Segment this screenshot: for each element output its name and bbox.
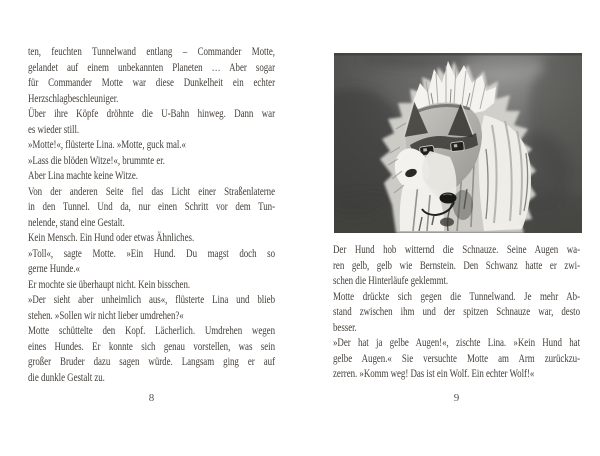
text-line: Aber Lina machte keine Witze. <box>28 170 138 182</box>
text-line: nelende, stand eine Gestalt. <box>28 216 125 229</box>
text-line: stand zwischen ihm und der spitzen Schnauze war, desto <box>333 306 581 318</box>
text-line: Von der anderen Seite fiel das Licht einer Straßenlaterne <box>28 185 276 198</box>
text-line: »Motte!«, flüsterte Lina. »Motte, guck mal.« <box>28 139 186 151</box>
text-line: Motte schüttelte den Kopf. Lächerlich. Umdrehen wegen <box>28 325 276 337</box>
text-line: großer Bruder dazu sagen würde. Langsam ging er auf <box>28 356 276 368</box>
text-line: ren gelb, gelb wie Bernstein. Den Schwanz hatte er zwi- <box>333 259 581 272</box>
text-line: »Toll«, sagte Motte. »Ein Hund. Du magst doch so <box>28 247 276 260</box>
text-line: gerne Hunde.« <box>28 263 80 275</box>
wolf-illustration-svg <box>334 53 582 233</box>
text-line: die dunkle Gestalt zu. <box>28 371 105 384</box>
right-page-text <box>333 243 580 383</box>
text-line: ten, feuchten Tunnelwand entlang – Commander Motte, <box>28 46 276 58</box>
text-line: Herzschlagbeschleuniger. <box>28 92 119 105</box>
text-line: gelandet auf einem unbekannten Planeten … Aber sogar <box>28 61 276 74</box>
text-line: besser. <box>333 321 357 334</box>
text-line: »Der hat ja gelbe Augen!«, zischte Lina. »Kein Hund hat <box>333 337 581 349</box>
text-line: in den Tunnel. Und da, nur einen Schritt vor dem Tun- <box>28 201 276 213</box>
text-line: Motte drückte sich gegen die Tunnelwand. Je mehr Ab- <box>333 290 581 303</box>
page-number-right: 9 <box>453 392 460 404</box>
wolf-illustration <box>334 53 582 233</box>
text-line: eines Hundes. Er konnte sich genau vorstellen, was sein <box>28 340 276 353</box>
text-line: schen die Hinterläufe geklemmt. <box>333 275 449 287</box>
text-line: Kein Mensch. Ein Hund oder etwas Ähnliches. <box>28 232 195 244</box>
text-line: stehen. »Sollen wir nicht lieber umdrehen?« <box>28 309 184 322</box>
left-page-text <box>28 45 275 386</box>
text-line: gelbe Augen.« Sie versuchte Motte am Arm zurückzu- <box>333 352 581 365</box>
text-line: es wieder still. <box>28 123 80 136</box>
text-line: Er mochte sie überhaupt nicht. Kein bisschen. <box>28 278 191 291</box>
text-line: Über ihre Köpfe dröhnte die U-Bahn hinweg. Dann war <box>28 108 276 120</box>
page-number-left: 8 <box>148 392 155 404</box>
text-line: »Lass die blöden Witze!«, brummte er. <box>28 154 165 167</box>
text-line: »Der sieht aber unheimlich aus«, flüsterte Lina und blieb <box>28 294 276 306</box>
text-line: für Commander Motte war diese Dunkelheit ein echter <box>28 77 276 89</box>
text-line: zerren. »Komm weg! Das ist ein Wolf. Ein echter Wolf!« <box>333 368 535 380</box>
text-line: Der Hund hob witternd die Schnauze. Seine Augen wa- <box>333 244 581 256</box>
